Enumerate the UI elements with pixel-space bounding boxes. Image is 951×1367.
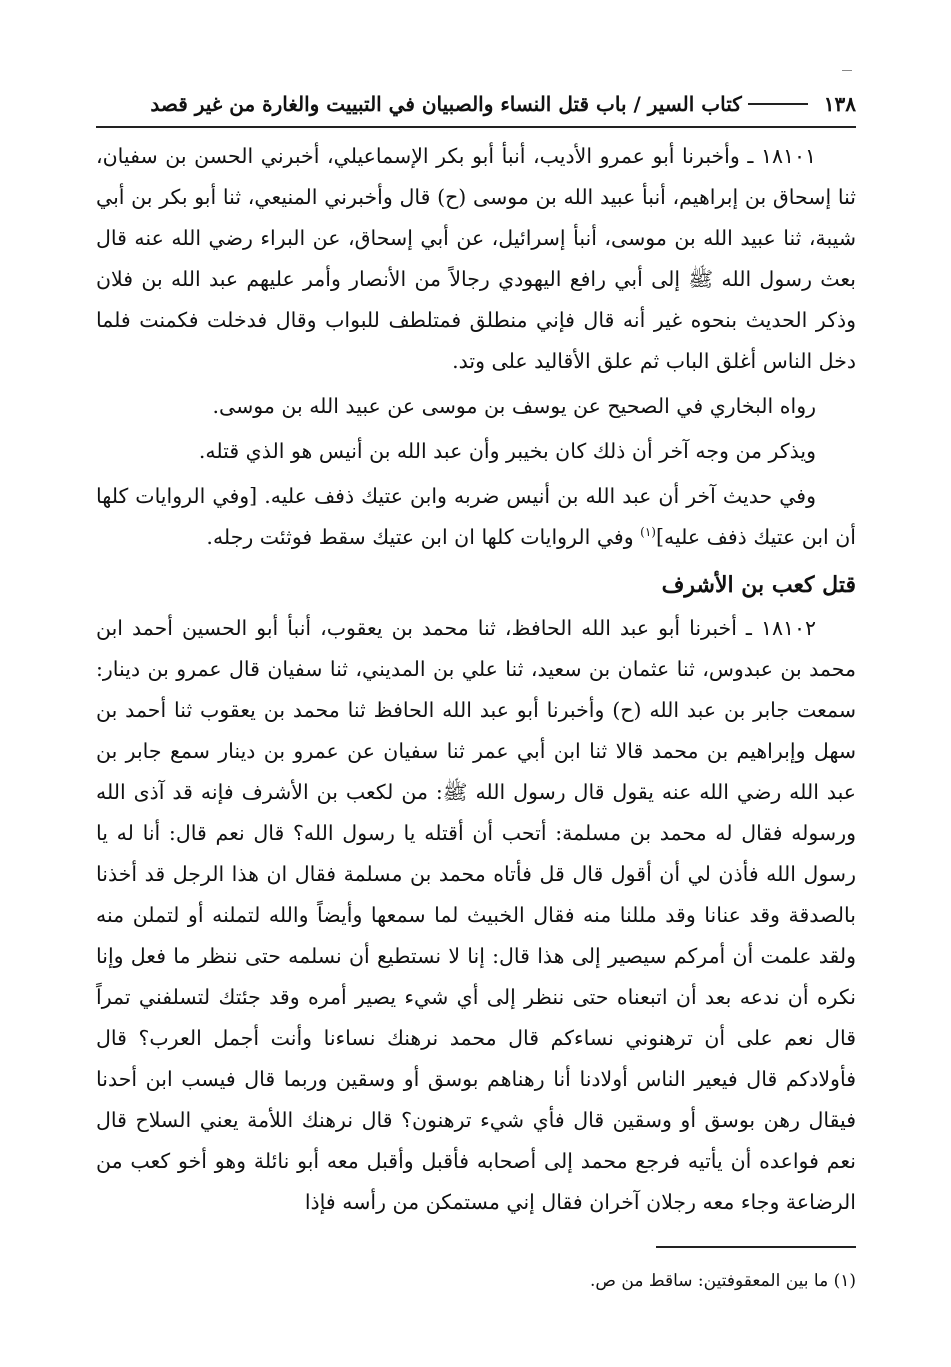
paragraph-hadith-18102: ١٨١٠٢ ـ أخبرنا أبو عبد الله الحافظ، ثنا محمد بن يعقوب، أنبأ أبو الحسين أحمد ابن محمد بن عبدوس، ثنا عثمان بن سعيد، ثنا علي بن المديني، ثنا سفيان قال عمرو بن دينار: سمعت جابر بن عبد الله (ح) وأخبرنا أبو عبد الله الحافظ ثنا محمد بن يعقوب ثنا أحمد بن سهل وإبراهيم بن محمد قالا ثنا ابن أبي عمر ثنا سفيان عن عمرو بن دينار سمع جابر بن عبد الله رضي الله عنه يقول قال رسول الله ﷺ: من لكعب بن الأشرف فإنه قد آذى الله ورسوله فقال له محمد بن مسلمة: أتحب أن أقتله يا رسول الله؟ قال نعم قال: أنا له يا رسول الله فأذن لي أن أقول قال قل فأتاه محمد بن مسلمة فقال ان هذا الرجل قد أخذنا بالصدقة وقد عنانا وقد مللنا منه فقال الخبيث لما سمعها وأيضاً والله لتملنه أو لتملن منه ولقد علمت أن أمركم سيصير إلى هذا قال: إنا لا نستطيع أن نسلمه حتى ننظر ما فعل وإنا نكره أن ندعه بعد أن اتبعناه حتى ننظر إلى أي شيء يصير أمره وقد جئتك لتسلفني تمراً قال نعم على أن ترهنوني نساءكم قال محمد نرهنك نساءنا وأنت أجمل العرب؟ قال فأولادكم قال فيعير الناس أولادنا أنا رهناهم بوسق أو وسقين وربما قال فيسب ابن أحدنا فيقال رهن بوسق أو وسقين قال فأي شيء ترهنون؟ قال نرهنك اللأمة يعني السلاح قال نعم فواعده أن يأتيه فرجع محمد إلى أصحابه فأقبل وأقبل معه أبو نائلة وهو أخو كعب من الرضاعة وجاء معه رجلان آخران فقال إني مستمكن من رأسه فإذا bbox=[96, 616, 856, 1214]
footnote-reference: (١) bbox=[640, 525, 656, 540]
paragraph-other-hadith-text-a: وفي حديث آخر أن عبد الله بن أنيس ضربه وابن عتيك ذفف عليه. [وفي الروايات كلها أن ابن عتيك ذفف عليه] bbox=[96, 484, 856, 549]
paragraph-other-hadith-text-b: وفي الروايات كلها ان ابن عتيك سقط فوثئت رجله. bbox=[206, 525, 641, 549]
section-title: قتل كعب بن الأشرف bbox=[661, 572, 856, 598]
page-number: ١٣٨ bbox=[823, 92, 856, 116]
paragraph-khaybar-note: ويذكر من وجه آخر أن ذلك كان بخيبر وأن عبد الله بن أنيس هو الذي قتله. bbox=[198, 439, 816, 463]
page-header bbox=[96, 86, 856, 122]
paragraph-bukhari-note: رواه البخاري في الصحيح عن يوسف بن موسى عن عبيد الله بن موسى. bbox=[212, 394, 816, 418]
header-dash bbox=[748, 103, 808, 105]
main-text bbox=[96, 136, 856, 1227]
footnote: (١) ما بين المعقوفتين: ساقط من ص. bbox=[590, 1271, 856, 1291]
corner-mark bbox=[842, 70, 852, 71]
header-rule bbox=[96, 126, 856, 128]
footnote-rule bbox=[656, 1246, 856, 1248]
running-title: كتاب السير / باب قتل النساء والصبيان في التبييت والغارة من غير قصد bbox=[150, 92, 742, 116]
paragraph-hadith-18101: ١٨١٠١ ـ وأخبرنا أبو عمرو الأديب، أنبأ أبو بكر الإسماعيلي، أخبرني الحسن بن سفيان، ثنا إسحاق بن إبراهيم، أنبأ عبيد الله بن موسى (ح) قال وأخبرني المنيعي، ثنا أبو بكر بن أبي شيبة، ثنا عبيد الله بن موسى، أنبأ إسرائيل، عن أبي إسحاق، عن البراء رضي الله عنه قال بعث رسول الله ﷺ إلى أبي رافع اليهودي رجالاً من الأنصار وأمر عليهم عبد الله بن فلان وذكر الحديث بنحوه غير أنه قال فإني منطلق فمتلطف للبواب وقال فدخلت فكمنت فلما دخل الناس أغلق الباب ثم علق الأقاليد على وتد. bbox=[96, 144, 856, 373]
paragraph-other-hadith bbox=[96, 476, 856, 558]
